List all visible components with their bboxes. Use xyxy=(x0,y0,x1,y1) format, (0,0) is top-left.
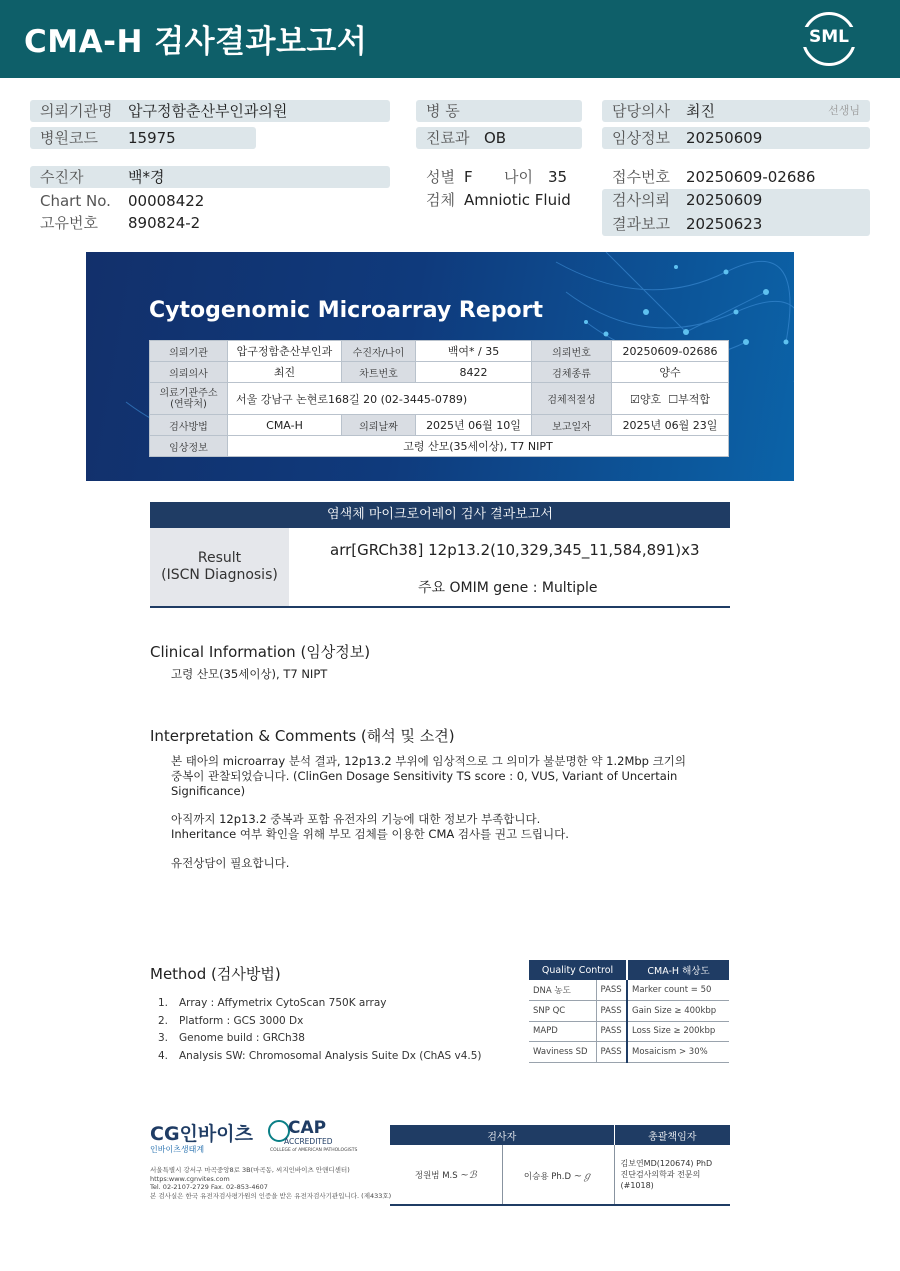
patient-label: 수진자 xyxy=(40,168,84,186)
result-body xyxy=(150,528,730,608)
address-label xyxy=(150,383,228,415)
qc-row: DNA 농도 PASS Marker count = 50 xyxy=(529,980,729,1001)
signature-icon: ~ℬ xyxy=(460,1169,477,1181)
dept-field xyxy=(416,127,582,149)
patient-age-label: 수진자/나이 xyxy=(342,341,416,362)
report-label: 결과보고 xyxy=(612,215,670,233)
sml-logo xyxy=(802,12,856,66)
method-item: 2. Platform : GCS 3000 Dx xyxy=(158,1014,304,1027)
uid-value: 890824-2 xyxy=(128,214,201,232)
method-heading: Method (검사방법) xyxy=(150,965,281,983)
signature-icon: ~ℊ xyxy=(573,1171,593,1182)
address-value: 서울 강남구 논현로168길 20 (02-3445-0789) xyxy=(228,383,532,415)
patient-value: 백*경 xyxy=(128,168,165,186)
method-label: 검사방법 xyxy=(150,415,228,436)
clinical-label: 임상정보 xyxy=(612,129,670,147)
cap-text: CAP xyxy=(288,1118,327,1138)
ward-field xyxy=(416,100,582,122)
reqno-label: 의뢰번호 xyxy=(532,341,612,362)
dept-label: 진료과 xyxy=(426,129,470,147)
qc-row: MAPD PASS Loss Size ≥ 200kbp xyxy=(529,1021,729,1042)
chart-value: 00008422 xyxy=(128,192,205,210)
result-header: 염색체 마이크로어레이 검사 결과보고서 xyxy=(150,502,730,528)
receipt-label: 접수번호 xyxy=(612,168,670,186)
receipt-value: 20250609-02686 xyxy=(686,168,816,186)
age-label: 나이 xyxy=(504,168,533,186)
age-value: 35 xyxy=(548,168,568,186)
cap-college-text: COLLEGE of AMERICAN PATHOLOGISTS xyxy=(270,1148,358,1153)
sex-label: 성별 xyxy=(426,168,455,186)
receipt-field xyxy=(602,166,870,188)
interp-p2-line2: Inheritance 여부 확인을 위해 부모 검체를 이용한 CMA 검사를 권고 드립니다. xyxy=(171,827,569,841)
report-value: 20250623 xyxy=(686,215,763,233)
method-item: 3. Genome build : GRCh38 xyxy=(158,1032,305,1044)
address-label-line2: (연락처) xyxy=(170,398,207,410)
interp-p1-line2: 중복이 관찰되었습니다. (ClinGen Dosage Sensitivity TS score : 0, VUS, Variant of Uncertain xyxy=(171,769,678,783)
cg-invites-sublogo: 인바이츠생태계 xyxy=(150,1145,205,1154)
result-label-line1: Result xyxy=(197,550,242,566)
specimen-field xyxy=(416,189,596,211)
inst-value: 압구정함춘산부인과 xyxy=(228,341,342,362)
patient-field xyxy=(30,166,390,188)
interp-p2-line1: 아직까지 12p13.2 중복과 포함 유전자의 기능에 대한 정보가 부족합니다. xyxy=(171,812,541,826)
qc-row: Waviness SD PASS Mosaicism > 30% xyxy=(529,1042,729,1063)
reqdate-value: 2025년 06월 10일 xyxy=(416,415,532,436)
uid-label: 고유번호 xyxy=(40,214,98,232)
adequate-option: 양호 xyxy=(639,392,662,406)
hospcode-field xyxy=(30,127,256,149)
specimen-value: Amniotic Fluid xyxy=(464,191,571,209)
clinical-text: 고령 산모(35세이상), T7 NIPT xyxy=(171,667,328,681)
result-label-line2: (ISCN Diagnosis) xyxy=(161,567,278,583)
reqno-value: 20250609-02686 xyxy=(612,341,729,362)
result-label xyxy=(150,528,289,606)
hospcode-value: 15975 xyxy=(128,129,176,147)
repdate-label: 보고일자 xyxy=(532,415,612,436)
method-list xyxy=(158,997,482,1067)
reqdate-label: 의뢰날짜 xyxy=(342,415,416,436)
qc-row: SNP QC PASS Gain Size ≥ 400kbp xyxy=(529,1001,729,1022)
request-report-field xyxy=(602,189,870,236)
examiner-header: 검사자 xyxy=(390,1125,614,1145)
inadequate-option: 부적합 xyxy=(678,392,710,406)
report-title: CMA-H 검사결과보고서 xyxy=(24,24,368,60)
chartno-value: 8422 xyxy=(416,362,532,383)
inst-label: 의뢰기관 xyxy=(150,341,228,362)
chief-line1: 김보연MD(120674) PhD xyxy=(620,1159,713,1168)
checked-box-icon: ☑ xyxy=(630,392,640,406)
method-value: CMA-H xyxy=(228,415,342,436)
iscn-result: arr[GRCh38] 12p13.2(10,329,345_11,584,891)x3 xyxy=(330,541,700,559)
interp-p1-line3: Significance) xyxy=(171,784,246,798)
method-item: 1. Array : Affymetrix CytoScan 750K array xyxy=(158,997,387,1009)
request-value: 20250609 xyxy=(686,191,763,209)
clinical-heading: Clinical Information (임상정보) xyxy=(150,643,371,661)
uid-field xyxy=(30,212,390,234)
doctor-suffix: 선생님 xyxy=(828,104,860,117)
signature-table xyxy=(390,1125,730,1206)
logo-text: SML xyxy=(802,27,856,47)
ward-label: 병 동 xyxy=(426,102,460,120)
chartno-label: 차트번호 xyxy=(342,362,416,383)
examiner-2 xyxy=(502,1145,614,1205)
clin-info-label: 임상정보 xyxy=(150,436,228,457)
chief xyxy=(614,1145,730,1205)
specimen-label: 검체 xyxy=(426,191,455,209)
interp-p1-line1: 본 태아의 microarray 분석 결과, 12p13.2 부위에 임상적으로 그 의미가 불분명한 약 1.2Mbp 크기의 xyxy=(171,754,686,768)
clinical-field xyxy=(602,127,870,149)
lab-address: 서울특별시 강서구 마곡중앙8로 3B(마곡동, 씨지인바이츠 안앤디센터) https:www.cgnvites.com Tel. 02-2107-2729 Fax. 02-853-4607 본 검사실은 한국 유전자검사평가원의 인증을 받은 유전자검사기관입니다. (제433호) xyxy=(150,1166,392,1200)
spec-type-label: 검체종류 xyxy=(532,362,612,383)
hospital-label: 의뢰기관명 xyxy=(40,102,113,120)
unchecked-box-icon: ☐ xyxy=(668,392,679,406)
sex-value: F xyxy=(464,168,473,186)
interpretation-heading: Interpretation & Comments (해석 및 소견) xyxy=(150,727,455,745)
cg-invites-logo: CG인바이츠 xyxy=(150,1123,253,1145)
chief-header: 총괄책임자 xyxy=(614,1125,730,1145)
doctor-label: 담당의사 xyxy=(612,102,670,120)
qc-table xyxy=(529,960,729,1063)
doctor-value: 최진 xyxy=(686,102,715,120)
report-banner xyxy=(86,252,794,481)
method-item: 4. Analysis SW: Chromosomal Analysis Suite Dx (ChAS v4.5) xyxy=(158,1049,482,1062)
adequacy-value xyxy=(612,383,729,415)
examiner-1 xyxy=(390,1145,502,1205)
dept-value: OB xyxy=(484,129,507,147)
report-header xyxy=(0,0,900,78)
hospital-value: 압구정함춘산부인과의원 xyxy=(128,102,288,120)
qc-header: Quality Control xyxy=(529,960,627,980)
req-doctor-label: 의뢰의사 xyxy=(150,362,228,383)
examiner-2-name: 이승용 Ph.D xyxy=(523,1172,571,1182)
interp-p3: 유전상담이 필요합니다. xyxy=(171,856,290,870)
banner-info-table xyxy=(149,340,729,457)
hospital-field xyxy=(30,100,390,122)
chart-label: Chart No. xyxy=(40,192,111,210)
hospcode-label: 병원코드 xyxy=(40,129,98,147)
address-label-line1: 의료기관주소 xyxy=(159,387,218,399)
cap-accredited-logo xyxy=(268,1118,358,1158)
omim-gene: 주요 OMIM gene : Multiple xyxy=(418,580,598,596)
req-doctor-value: 최진 xyxy=(228,362,342,383)
adequacy-label: 검체적절성 xyxy=(532,383,612,415)
request-label: 검사의뢰 xyxy=(612,191,670,209)
doctor-field xyxy=(602,100,870,122)
clin-info-value: 고령 산모(35세이상), T7 NIPT xyxy=(228,436,729,457)
repdate-value: 2025년 06월 23일 xyxy=(612,415,729,436)
interpretation-p2 xyxy=(171,812,731,842)
banner-title: Cytogenomic Microarray Report xyxy=(149,298,543,323)
examiner-1-name: 정원범 M.S xyxy=(414,1170,458,1181)
interpretation-p1 xyxy=(171,754,731,799)
sex-age-field xyxy=(416,166,586,188)
resolution-header: CMA-H 해상도 xyxy=(627,960,729,980)
spec-type-value: 양수 xyxy=(612,362,729,383)
clinical-value: 20250609 xyxy=(686,129,763,147)
chart-field xyxy=(30,190,390,212)
cap-accredited-text: ACCREDITED xyxy=(284,1137,333,1146)
chief-line2: 진단검사의학과 전문의(#1018) xyxy=(620,1170,701,1190)
patient-age-value: 백여* / 35 xyxy=(416,341,532,362)
